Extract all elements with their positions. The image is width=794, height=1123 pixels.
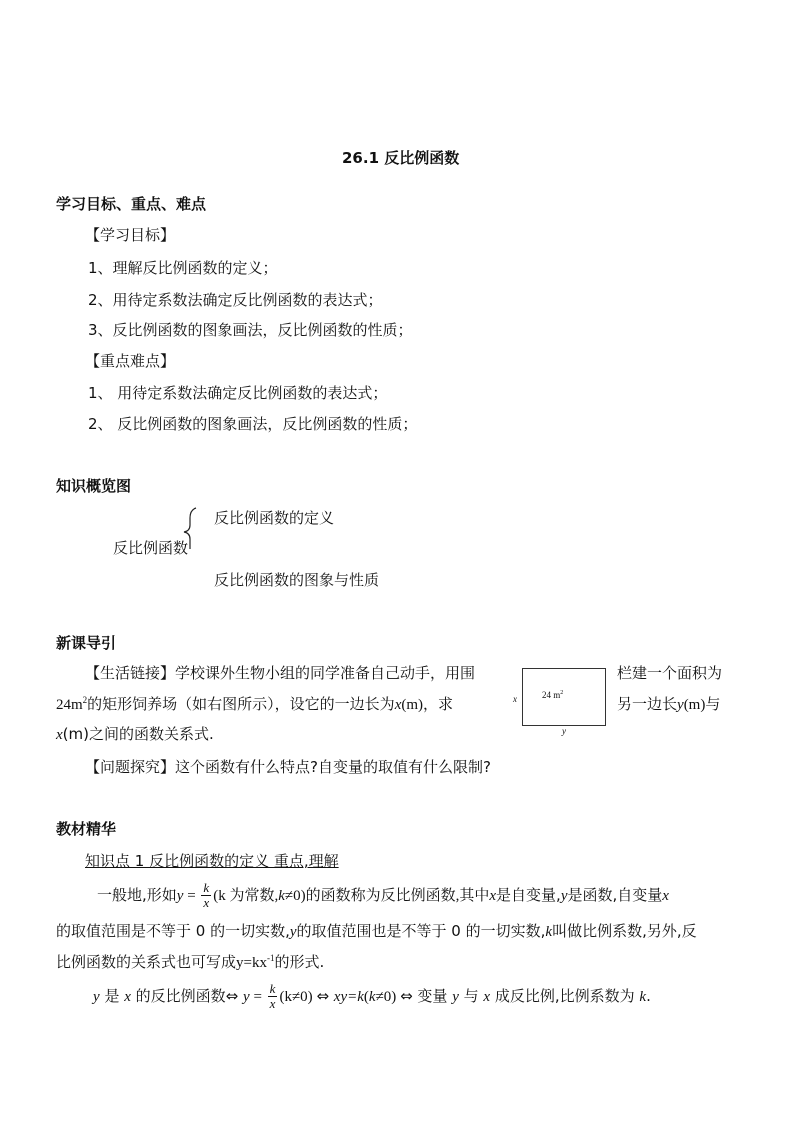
intro-line-1a: 【生活链接】学校课外生物小组的同学准备自己动手，用围 xyxy=(85,664,476,682)
goal-item-1: 1、理解反比例函数的定义； xyxy=(88,259,278,277)
definition-line-1: 一般地,形如y = $\frac{k}{x}$ (k 为常数,k≠0)的函数称为反比例函数,其中x是自变量,y是函数,自变量x xyxy=(97,880,669,910)
figure-side-x: x xyxy=(513,694,517,704)
overview-root: 反比例函数 xyxy=(113,539,189,557)
overview-branch-1: 反比例函数的定义 xyxy=(214,509,335,527)
section-heading-essence: 教材精华 xyxy=(56,820,117,838)
fraction-k-over-x-2: $\frac{k}{x}$ xyxy=(269,981,276,1011)
brace-icon xyxy=(180,505,204,553)
equivalence-line: y 是 x 的反比例函数⇔ y = $\frac{k}{x}$ (k≠0) ⇔ xy=k(k≠0) ⇔ 变量 y 与 x 成反比例,比例系数为 k. xyxy=(93,981,651,1011)
intro-line-3: x(m)之间的函数关系式. xyxy=(56,725,214,743)
figure-side-y: y xyxy=(562,726,566,736)
section-heading-goals: 学习目标、重点、难点 xyxy=(56,195,207,213)
key-item-1: 1、 用待定系数法确定反比例函数的表达式； xyxy=(88,384,388,402)
definition-line-2: 的取值范围是不等于 0 的一切实数,y的取值范围也是不等于 0 的一切实数,k叫做比例系数,另外,反 xyxy=(56,922,697,940)
goals-tag: 【学习目标】 xyxy=(85,226,176,244)
intro-line-2a: $24m^2$的矩形饲养场（如右图所示），设它的一边长为x(m)，求 xyxy=(56,695,454,713)
goal-item-2: 2、用待定系数法确定反比例函数的表达式； xyxy=(88,291,383,309)
key-tag: 【重点难点】 xyxy=(85,352,176,370)
goal-item-3: 3、反比例函数的图象画法，反比例函数的性质； xyxy=(88,321,413,339)
page-title: 26.1 反比例函数 xyxy=(342,149,460,167)
overview-branch-2: 反比例函数的图象与性质 xyxy=(214,571,380,589)
section-heading-intro: 新课导引 xyxy=(56,634,117,652)
knowledge-point-label: 知识点 1 反比例函数的定义 重点,理解 xyxy=(85,852,339,870)
definition-line-3: 比例函数的关系式也可写成$y=kx^{-1}$的形式. xyxy=(56,953,325,971)
intro-question: 【问题探究】这个函数有什么特点?自变量的取值有什么限制? xyxy=(85,758,491,776)
section-heading-overview: 知识概览图 xyxy=(56,477,132,495)
fraction-k-over-x: $\frac{k}{x}$ xyxy=(203,880,210,910)
key-item-2: 2、 反比例函数的图象画法，反比例函数的性质； xyxy=(88,415,418,433)
rectangle-figure xyxy=(522,668,606,726)
intro-line-2b: 另一边长y(m)与 xyxy=(617,695,721,713)
intro-line-1b: 栏建一个面积为 xyxy=(617,664,723,682)
figure-area-label: 24 $m^2$ xyxy=(542,690,564,700)
